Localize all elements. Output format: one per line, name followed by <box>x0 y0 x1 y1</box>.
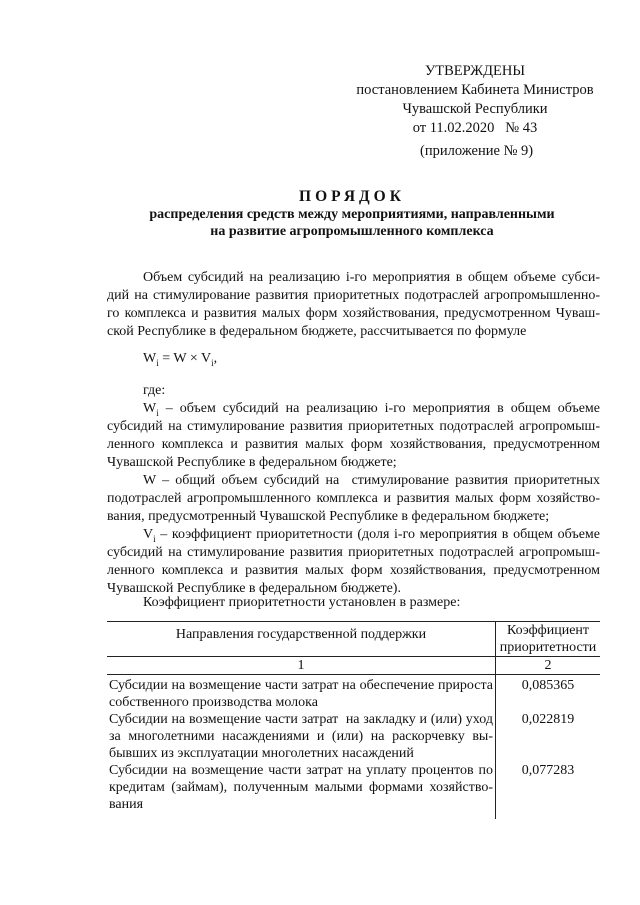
def-wi-line-1: $W_i$ – объем субсидий на реализацию i-го мероприятия в общем объеме <box>143 401 600 418</box>
formula-rest: = W × V <box>158 351 212 366</box>
row-2-direction: Субсидии на возмещение части затрат на закладку и (или) уход за многолетними насаждениями и (или) на раскорчевку вы- бывших из эксплуатации многолетних насаждений <box>107 711 496 762</box>
def-w-line-3: вания, предусмотренный Чувашской Республике в федеральном бюджете; <box>107 509 550 524</box>
row-1-coefficient: 0,085365 <box>521 678 575 693</box>
coefficient-table <box>107 621 600 819</box>
intro-line-3: го комплекса и развития малых форм хозяйствования, предусмотренном Чуваш- <box>107 306 600 321</box>
header-direction: Направления государственной поддержки <box>107 622 496 657</box>
formula-sub-vi: i <box>211 357 214 368</box>
table-header-row <box>107 622 600 657</box>
row-3-direction: Субсидии на возмещение части затрат на уплату процентов по кредитам (займам), полученным малыми формами хозяйство- вания <box>107 762 496 819</box>
intro-line-4: ской Республике в федеральном бюджете, рассчитывается по формуле <box>107 324 527 339</box>
column-number-1: 1 <box>107 657 496 675</box>
def-vi-line-3: ленного комплекса и развития малых форм хозяйствования, предусмотренном <box>107 563 600 578</box>
table-row <box>107 762 600 819</box>
formula-sub-i: i <box>156 357 159 368</box>
approval-heading: УТВЕРЖДЕНЫ <box>424 63 526 79</box>
coefficient-intro: Коэффициент приоритетности установлен в размере: <box>143 595 461 610</box>
approval-authority: постановлением Кабинета Министров <box>356 82 594 98</box>
def-w-line-1: W – общий объем субсидий на стимулирование развития приоритетных <box>143 473 600 488</box>
approval-block <box>355 62 595 138</box>
formula-w: W <box>143 351 157 366</box>
approval-date-number: от 11.02.2020 № 43 <box>412 120 538 136</box>
document-title: ПОРЯДОК <box>299 188 405 205</box>
formula <box>143 350 217 368</box>
def-wi-line-4: Чувашской Республике в федеральном бюджете; <box>107 455 397 470</box>
intro-paragraph <box>107 269 600 341</box>
intro-line-2: дий на стимулирование развития приоритетных подотраслей агропромышленно- <box>107 288 600 303</box>
row-3-coefficient: 0,077283 <box>521 763 575 778</box>
approval-republic: Чувашской Республики <box>402 101 548 117</box>
table-row <box>107 675 600 712</box>
column-number-2: 2 <box>496 657 601 675</box>
table-row <box>107 711 600 762</box>
document-subtitle <box>40 206 640 240</box>
subtitle-line-2: на развитие агропромышленного комплекса <box>210 224 494 239</box>
def-vi-line-1: $V_i$ – коэффициент приоритетности (доля i-го мероприятия в общем объеме <box>143 527 600 544</box>
def-w-line-2: подотраслей агропромышленного комплекса и развития малых форм хозяйство- <box>107 491 600 506</box>
def-wi-line-2: субсидий на стимулирование развития приоритетных подотраслей агропромыш- <box>107 419 600 434</box>
row-1-direction: Субсидии на возмещение части затрат на обеспечение прироста собственного производства молока <box>107 675 496 712</box>
header-coefficient: Коэффициент приоритетности <box>496 622 601 657</box>
formula-tail: , <box>213 351 218 366</box>
def-vi-line-2: субсидий на стимулирование развития приоритетных подотраслей агропромыш- <box>107 545 600 560</box>
def-vi-line-4: Чувашской Республике в федеральном бюджете). <box>107 581 401 596</box>
where-label: где: <box>143 383 166 398</box>
subtitle-line-1: распределения средств между мероприятиями, направленными <box>149 207 555 222</box>
intro-line-1: Объем субсидий на реализацию i-го мероприятия в общем объеме субси- <box>143 270 600 285</box>
appendix-label: (приложение № 9) <box>420 143 534 159</box>
table-column-numbers <box>107 657 600 675</box>
row-2-coefficient: 0,022819 <box>521 712 575 727</box>
def-wi-line-3: ленного комплекса и развития малых форм хозяйствования, предусмотренном <box>107 437 600 452</box>
definitions <box>107 382 600 598</box>
